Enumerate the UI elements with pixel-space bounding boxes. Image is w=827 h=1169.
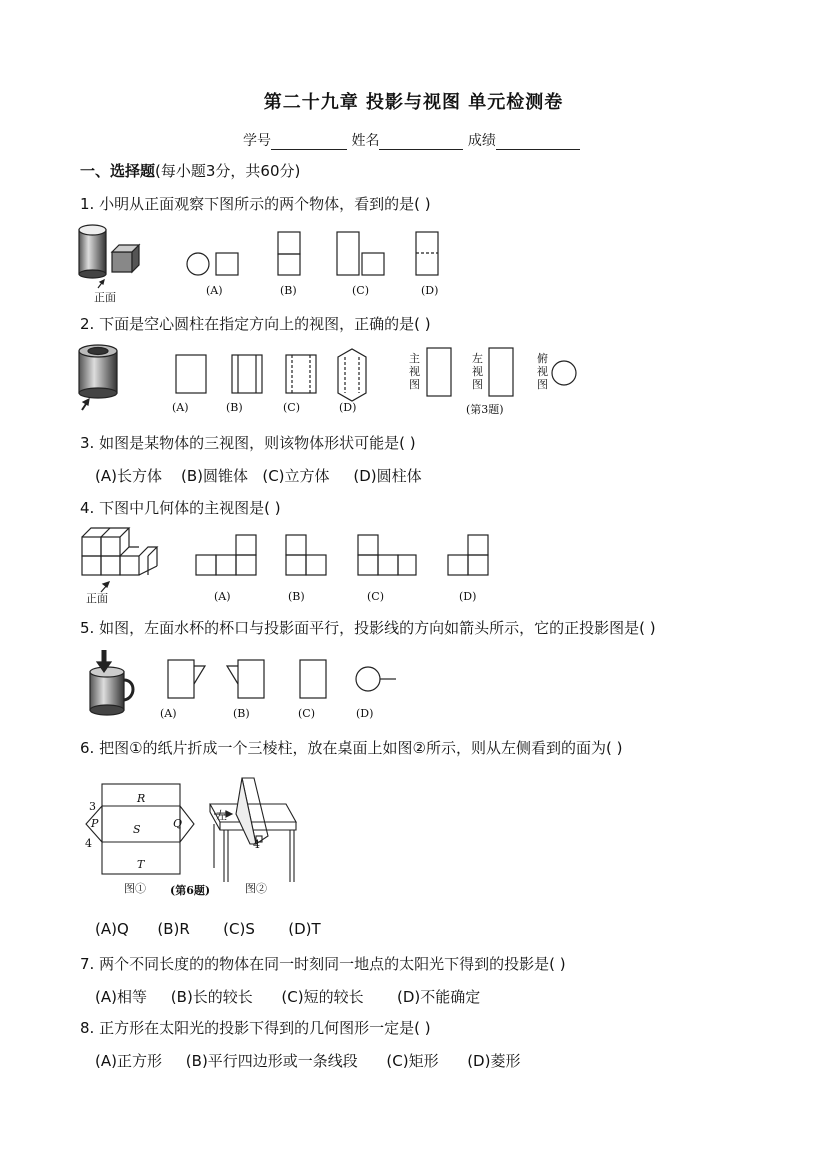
page-title: 第二十九章 投影与视图 单元检测卷 [263,92,564,113]
score-blank[interactable] [496,135,580,150]
main-view-label: 主视图 [409,352,420,391]
question-1: 1. 小明从正面观察下图所示的两个物体，看到的是( ) [80,195,431,213]
q6-figure [82,774,312,899]
q4-opt-b[interactable]: (B) [288,590,305,603]
face-q: Q [173,817,183,830]
q2-opt-b[interactable]: (B) [226,401,243,414]
q4-opt-c[interactable]: (C) [367,590,384,603]
face-t: T [137,858,145,871]
q2-opt-a[interactable]: (A) [172,401,189,414]
question-6: 6. 把图①的纸片折成一个三棱柱，放在桌面上如图②所示，则从左侧看到的面为( ) [80,739,623,757]
left-view-label: 左视图 [472,352,483,391]
left-direction-label: 左 [216,809,227,822]
q8-options[interactable]: (A)正方形 (B)平行四边形或一条线段 (C)矩形 (D)菱形 [95,1052,521,1070]
vertex-4b: 4 [253,838,260,851]
vertex-4: 4 [85,837,92,850]
q4-front-label: 正面 [86,592,108,605]
q3-caption: (第3题) [466,403,504,416]
q5-opt-a[interactable]: (A) [160,707,177,720]
id-blank[interactable] [271,135,347,150]
q5-opt-c[interactable]: (C) [298,707,315,720]
q1-front-label: 正面 [94,291,116,304]
face-r: R [137,792,146,805]
q4-opt-d[interactable]: (D) [459,590,477,603]
q4-figure [76,522,506,584]
section-heading: 一、选择题(每小题3分，共60分) [80,162,301,180]
q1-opt-d[interactable]: (D) [421,284,439,297]
q5-opt-b[interactable]: (B) [233,707,250,720]
id-label: 学号 [243,133,271,149]
question-7: 7. 两个不同长度的的物体在同一时刻同一地点的太阳光下得到的投影是( ) [80,955,566,973]
face-s: S [133,823,141,836]
q6-options[interactable]: (A)Q (B)R (C)S (D)T [95,920,321,938]
student-fields [243,130,580,150]
question-5: 5. 如图，左面水杯的杯口与投影面平行，投影线的方向如箭头所示，它的正投影图是( ) [80,619,656,637]
q4-opt-a[interactable]: (A) [214,590,231,603]
q1-opt-b[interactable]: (B) [280,284,297,297]
name-label: 姓名 [351,133,380,149]
q2-opt-c[interactable]: (C) [283,401,300,414]
vertex-3: 3 [89,800,96,813]
q1-opt-c[interactable]: (C) [352,284,369,297]
name-blank[interactable] [379,135,463,150]
q1-figure [76,222,456,302]
q3-options[interactable]: (A)长方体 (B)圆锥体 (C)立方体 (D)圆柱体 [95,467,422,485]
q6-caption: (第6题) [170,884,211,897]
question-2: 2. 下面是空心圆柱在指定方向上的视图，正确的是( ) [80,315,431,333]
question-3: 3. 如图是某物体的三视图，则该物体形状可能是( ) [80,434,416,452]
score-label: 成绩 [467,133,496,149]
q7-options[interactable]: (A)相等 (B)长的较长 (C)短的较长 (D)不能确定 [95,988,481,1006]
q2-opt-d[interactable]: (D) [339,401,357,414]
fig2-label: 图② [245,882,267,895]
fig1-label: 图① [124,882,146,895]
face-p: P [91,817,99,830]
q1-opt-a[interactable]: (A) [206,284,223,297]
question-4: 4. 下图中几何体的主视图是( ) [80,499,281,517]
top-view-label: 俯视图 [537,352,548,391]
question-8: 8. 正方形在太阳光的投影下得到的几何图形一定是( ) [80,1019,431,1037]
q5-opt-d[interactable]: (D) [356,707,374,720]
